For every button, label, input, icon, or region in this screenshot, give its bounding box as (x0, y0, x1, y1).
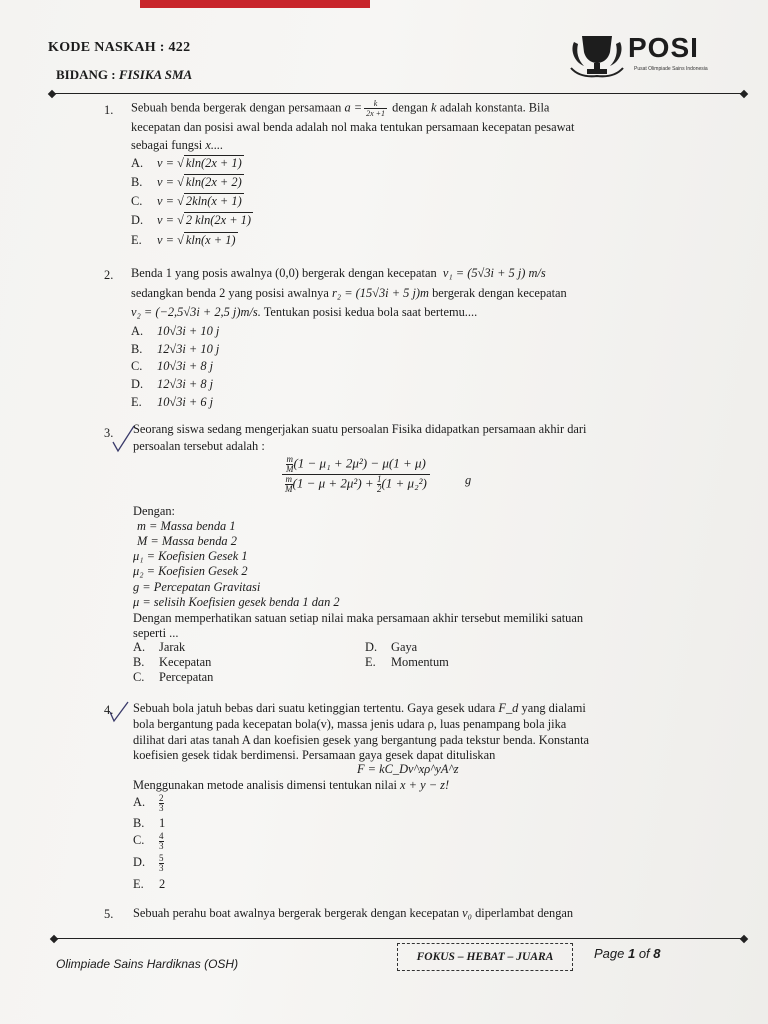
footer-event-name: Olimpiade Sains Hardiknas (OSH) (56, 957, 239, 971)
q1-line1-dengan: dengan (392, 100, 428, 115)
option-text: 12√3i + 10 j (157, 342, 220, 356)
option-letter: E. (133, 877, 144, 891)
q5-var-v0: v₀ (462, 906, 472, 920)
q1-line3 (131, 137, 223, 153)
page-prefix: Page (594, 946, 628, 961)
q2-number: 2. (104, 268, 114, 282)
q1-option-e[interactable]: E. v = √ kln(x + 1) (131, 233, 236, 247)
q3-eq-numerator (282, 455, 430, 474)
q2-line1 (131, 265, 546, 281)
q2-line3 (131, 304, 477, 320)
q4-line1-end: yang dialami (521, 701, 586, 715)
q3-equation (282, 455, 430, 494)
q4-option-d[interactable] (133, 854, 164, 873)
option-text: 2 (159, 877, 166, 891)
mass-ratio (285, 475, 293, 494)
option-letter: B. (133, 655, 145, 669)
ratio-den: M (285, 464, 294, 474)
option-text: Gaya (391, 640, 418, 654)
option-letter: B. (133, 816, 145, 830)
logo-tagline: Pusat Olimpiade Sains Indonesia (634, 66, 708, 72)
q1-line3-text: sebagai fungsi (131, 138, 203, 152)
footer-divider (54, 938, 744, 939)
ratio-num: m (286, 454, 293, 464)
ratio-den: M (285, 484, 293, 494)
option-text: 10√3i + 10 j (157, 324, 220, 338)
q2-option-e[interactable] (131, 395, 213, 410)
option-text: Percepatan (159, 670, 214, 684)
q2-line2 (131, 285, 567, 301)
header-divider (52, 93, 744, 94)
q1-var-k: k (431, 100, 437, 115)
option-letter: D. (365, 640, 378, 654)
option-lhs: v = (157, 233, 178, 247)
option-radicand: 2kln(x + 1) (185, 194, 242, 208)
q3-option-c[interactable] (133, 670, 213, 685)
option-fraction (159, 832, 164, 851)
q2-option-a[interactable] (131, 324, 219, 339)
q4-var-fd: F_d (498, 701, 519, 715)
q3-given-5: g = Percepatan Gravitasi (133, 580, 261, 594)
q5-line1-end: diperlambat dengan (475, 906, 574, 920)
q5-line1-text: Sebuah perahu boat awalnya bergerak bergerak dengan kecepatan (133, 906, 460, 920)
option-letter: E. (131, 233, 142, 247)
q1-eq-fraction (364, 99, 387, 118)
q3-given-1: m = Massa benda 1 (137, 519, 236, 533)
q3-line2: persoalan tersebut adalah : (133, 439, 265, 453)
q3-eq-denominator (282, 475, 430, 494)
q3-after-2: seperti ... (133, 626, 179, 640)
q3-option-a[interactable] (133, 640, 185, 655)
option-letter: C. (131, 194, 143, 208)
q2-v2-eq: v₂ = (−2,5√3i + 2,5 j)m/s. (131, 305, 261, 319)
q3-given-2: M = Massa benda 2 (137, 534, 237, 548)
option-text: 10√3i + 6 j (157, 395, 214, 409)
q1-line1-end: adalah konstanta. Bila (439, 100, 550, 115)
option-letter: E. (131, 395, 142, 409)
q1-option-a[interactable]: A. v = √ kln(2x + 1) (131, 156, 242, 170)
half-num: 1 (376, 474, 382, 484)
q1-eq-lhs: a = (344, 100, 363, 115)
option-letter: B. (131, 175, 143, 189)
q1-number: 1. (104, 103, 114, 117)
q1-line1 (131, 99, 675, 118)
q3-option-e[interactable] (365, 655, 449, 670)
q1-option-d[interactable]: D. v = √ 2 kln(2x + 1) (131, 213, 252, 227)
q3-given-label: Dengan: (133, 504, 175, 518)
q1-line2: kecepatan dan posisi awal benda adalah nol maka tentukan persamaan kecepatan pesawat (131, 120, 575, 134)
q3-given-6: μ = selisih Koefisien gesek benda 1 dan 2 (133, 595, 340, 609)
q2-line2-end: bergerak dengan kecepatan (432, 286, 567, 300)
red-header-strip (140, 0, 370, 8)
option-letter: A. (133, 640, 146, 654)
option-text: Momentum (391, 655, 449, 669)
q2-line1-text: Benda 1 yang posis awalnya (0,0) bergerak dengan kecepatan (131, 266, 437, 280)
q4-line1 (133, 700, 586, 716)
option-letter: A. (131, 324, 144, 338)
q3-eq-gravity: g (465, 473, 472, 487)
page-of: of (635, 946, 654, 961)
option-text: 10√3i + 8 j (157, 359, 214, 373)
page-number: 1 (627, 946, 636, 961)
q4-number: 4. (104, 703, 114, 717)
option-letter: E. (365, 655, 376, 669)
posi-logo (568, 30, 728, 80)
q4-option-e[interactable] (133, 877, 165, 892)
q4-line5-text: Menggunakan metode analisis dimensi tentukan nilai (133, 778, 397, 792)
subject-field (56, 67, 192, 83)
page-indicator (594, 946, 661, 961)
q1-frac-den: 2x +1 (366, 109, 386, 118)
q4-option-a[interactable] (133, 794, 164, 813)
ratio-num: m (285, 474, 292, 484)
q4-option-b[interactable] (133, 816, 165, 831)
q1-line1-text: Sebuah benda bergerak dengan persamaan (131, 100, 342, 115)
option-text: 1 (159, 816, 166, 830)
q4-line2: bola bergantung pada kecepatan bola(v), massa jenis udara ρ, luas penampang bola jika (133, 717, 567, 731)
option-letter: C. (131, 359, 143, 373)
option-fraction (159, 854, 164, 873)
option-lhs: v = (157, 156, 178, 170)
q5-number: 5. (104, 907, 114, 921)
q3-option-b[interactable] (133, 655, 211, 670)
subject-value: FISIKA SMA (118, 67, 193, 82)
option-letter: D. (131, 377, 144, 391)
option-fraction (159, 794, 164, 813)
q4-formula: F = kC_Dv^xρ^yA^z (357, 762, 459, 776)
denominator-expr-a: (1 − μ + 2μ²) + (292, 475, 374, 491)
option-letter: A. (131, 156, 144, 170)
q1-line3-var: x.... (205, 138, 224, 152)
option-radicand: kln(x + 1) (185, 233, 236, 247)
subject-label: BIDANG : (56, 67, 119, 82)
q3-option-d[interactable] (365, 640, 417, 655)
fraction-den: 3 (159, 863, 164, 873)
option-lhs: v = (157, 175, 178, 189)
option-lhs: v = (157, 194, 178, 208)
q4-line1-text: Sebuah bola jatuh bebas dari suatu ketinggian tertentu. Gaya gesek udara (133, 701, 496, 715)
half-den: 2 (376, 484, 382, 494)
q2-option-c[interactable] (131, 359, 213, 374)
option-radicand: 2 kln(2x + 1) (185, 213, 252, 227)
option-radicand: kln(2x + 2) (185, 175, 242, 189)
option-radicand: kln(2x + 1) (185, 156, 242, 170)
q4-line3: dilihat dari atas tanah A dan koefisien gesek yang bergantung pada tekstur benda. Konstanta (133, 733, 590, 747)
q2-r2-eq: r₂ = (15√3i + 5 j)m (331, 286, 429, 300)
q1-frac-num: k (364, 99, 387, 109)
q3-number: 3. (104, 426, 114, 440)
option-letter: B. (131, 342, 143, 356)
q4-line5 (133, 777, 449, 793)
option-text: 12√3i + 8 j (157, 377, 214, 391)
page-total: 8 (653, 946, 661, 961)
fraction-num: 5 (159, 853, 164, 863)
q4-option-c[interactable] (133, 832, 164, 851)
option-text: Jarak (159, 640, 186, 654)
option-text: Kecepatan (159, 655, 212, 669)
fraction-den: 3 (159, 841, 164, 851)
q5-line1 (133, 905, 573, 921)
exam-code: KODE NASKAH : 422 (48, 40, 191, 55)
trophy-icon (568, 32, 626, 78)
fraction-num: 2 (159, 793, 164, 803)
footer-motto: FOKUS – HEBAT – JUARA (397, 943, 573, 971)
option-letter: C. (133, 670, 145, 684)
q2-option-b[interactable] (131, 342, 219, 357)
q3-line1: Seorang siswa sedang mengerjakan suatu persoalan Fisika didapatkan persamaan akhir dari (133, 422, 587, 436)
option-letter: D. (133, 855, 146, 870)
fraction-den: 3 (159, 803, 164, 813)
q1-option-c[interactable]: C. v = √ 2kln(x + 1) (131, 194, 242, 208)
q3-given-3: μ₁ = Koefisien Gesek 1 (133, 549, 248, 563)
q3-after-1: Dengan memperhatikan satuan setiap nilai maka persamaan akhir tersebut memiliki satuan (133, 611, 584, 625)
fraction-num: 4 (159, 831, 164, 841)
q2-line2-text: sedangkan benda 2 yang posisi awalnya (131, 286, 329, 300)
option-letter: C. (133, 833, 145, 848)
option-lhs: v = (157, 213, 178, 227)
q2-v1-eq: v₁ = (5√3i + 5 j) m/s (442, 266, 546, 280)
q4-line4: koefisien gesek tidak berdimensi. Persamaan gaya gesek dapat dituliskan (133, 748, 496, 762)
option-letter: D. (131, 213, 144, 227)
q2-option-d[interactable] (131, 377, 213, 392)
numerator-expr: (1 − μ₁ + 2μ²) − μ(1 + μ) (293, 455, 426, 471)
q1-option-b[interactable]: B. v = √ kln(2x + 2) (131, 175, 242, 189)
q4-expr: x + y − z! (400, 778, 450, 792)
denominator-expr-b: (1 + μ₂²) (381, 475, 427, 491)
option-letter: A. (133, 795, 146, 810)
q2-line3-end: Tentukan posisi kedua bola saat bertemu.... (263, 305, 478, 319)
q3-given-4: μ₂ = Koefisien Gesek 2 (133, 564, 248, 578)
logo-brand: POSI (628, 32, 699, 63)
